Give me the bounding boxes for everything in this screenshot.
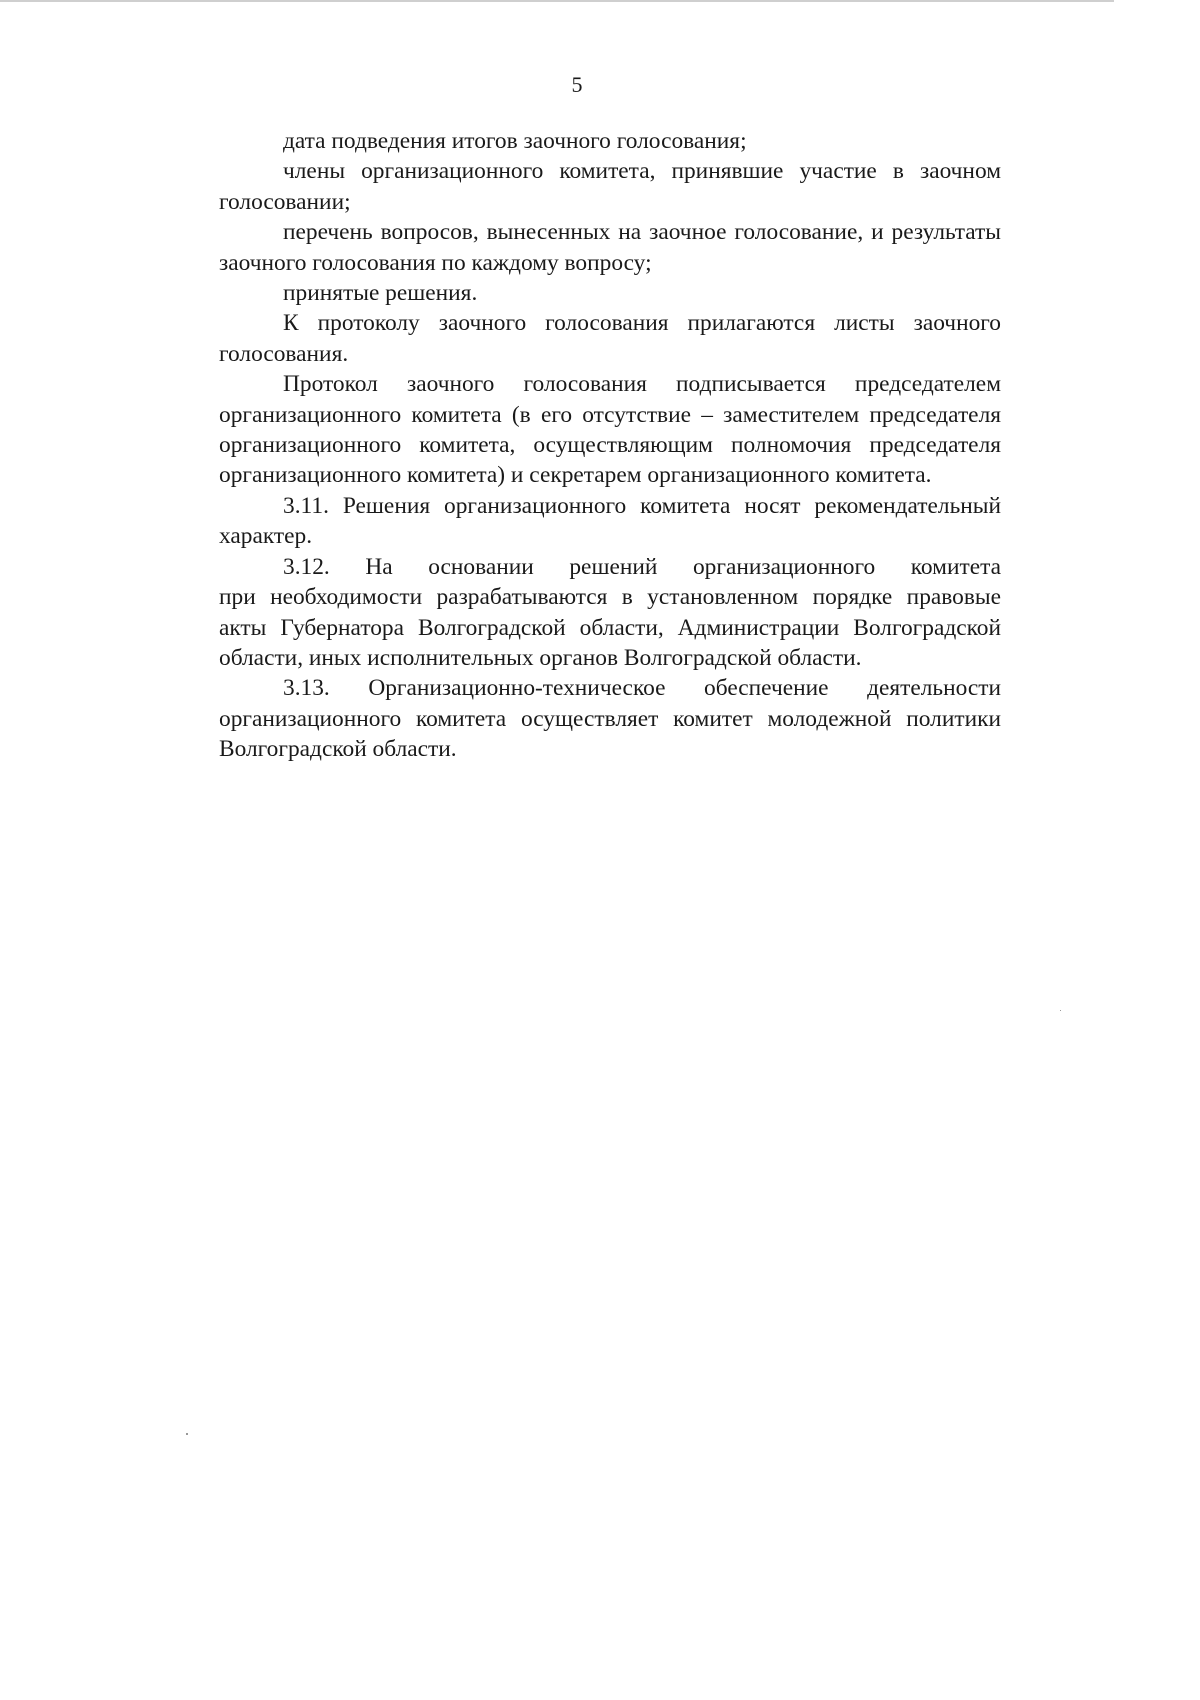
page-number: 5 xyxy=(571,72,583,97)
paragraph xyxy=(155,217,1001,278)
paragraph xyxy=(155,369,1001,491)
text-line: организационного комитета) и секретарем организационного комитета. xyxy=(219,462,932,489)
document-body xyxy=(155,126,1001,765)
scan-speck xyxy=(186,1433,188,1435)
text-line: К протоколу заочного голосования прилагаются листы заочного xyxy=(283,310,1001,337)
text-line: организационного комитета (в его отсутствие – заместителем председателя xyxy=(219,401,1001,428)
text-line: голосования. xyxy=(219,340,349,367)
text-line: принятые решения. xyxy=(283,280,478,307)
scan-top-edge xyxy=(0,0,1114,2)
paragraph xyxy=(155,156,1001,217)
text-line: при необходимости разрабатываются в установленном порядке правовые xyxy=(219,584,1001,611)
paragraph xyxy=(155,278,1001,308)
text-line: заочного голосования по каждому вопросу; xyxy=(219,249,652,276)
text-line: 3.11. Решения организационного комитета носят рекомендательный xyxy=(283,492,1001,519)
paragraph xyxy=(155,126,1001,156)
text-line: голосовании; xyxy=(219,188,351,215)
scan-speck xyxy=(1060,1010,1061,1011)
text-line: организационного комитета, осуществляющим полномочия председателя xyxy=(219,432,1001,459)
text-line: характер. xyxy=(219,523,313,550)
text-line: Волгоградской области. xyxy=(219,736,457,763)
text-line: области, иных исполнительных органов Волгоградской области. xyxy=(219,644,862,671)
text-line: члены организационного комитета, принявшие участие в заочном xyxy=(283,158,1001,185)
paragraph xyxy=(155,673,1001,764)
text-line: перечень вопросов, вынесенных на заочное голосование, и результаты xyxy=(283,219,1001,246)
text-line: организационного комитета осуществляет комитет молодежной политики xyxy=(219,705,1001,732)
text-line: акты Губернатора Волгоградской области, Администрации Волгоградской xyxy=(219,614,1001,641)
text-line: 3.13. Организационно-техническое обеспечение деятельности xyxy=(283,675,1001,702)
paragraph xyxy=(155,308,1001,369)
text-line: Протокол заочного голосования подписывается председателем xyxy=(283,371,1001,398)
paragraph xyxy=(155,552,1001,674)
text-line: 3.12. На основании решений организационного комитета xyxy=(283,553,1001,580)
paragraph xyxy=(155,491,1001,552)
text-line: дата подведения итогов заочного голосования; xyxy=(283,128,747,154)
